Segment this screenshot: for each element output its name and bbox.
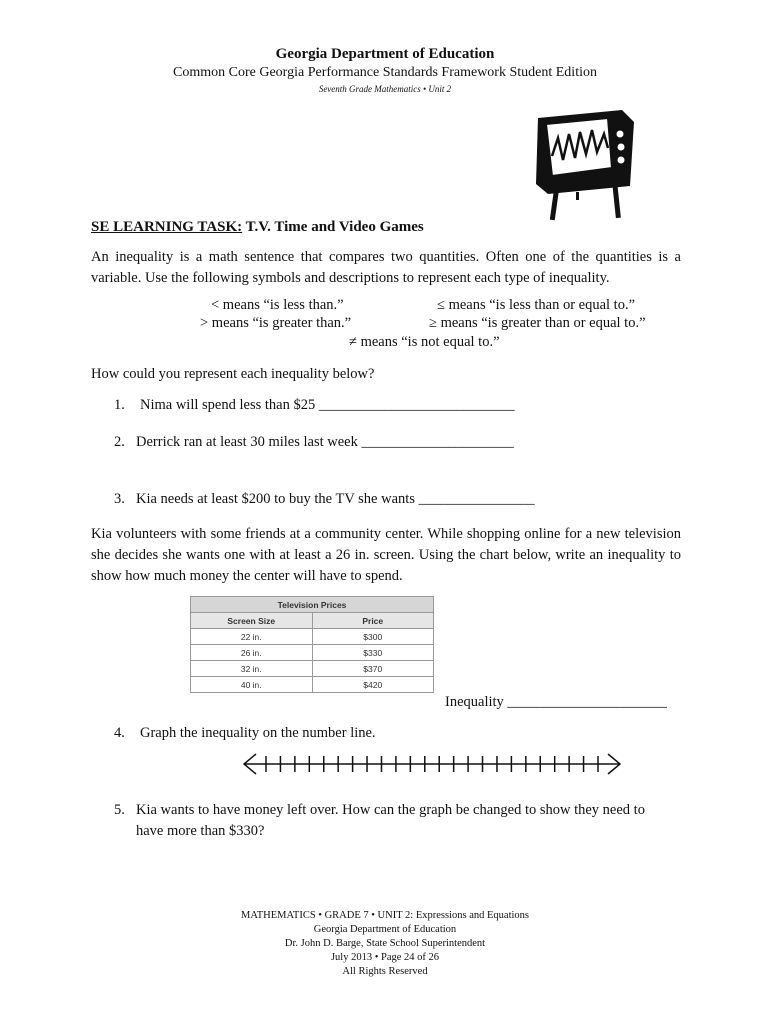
- prompt: How could you represent each inequality below?: [91, 366, 375, 382]
- tv-price-table: [190, 596, 434, 693]
- inequality-answer-line: Inequality ______________________: [445, 694, 667, 710]
- task-name: T.V. Time and Video Games: [242, 219, 424, 235]
- header-framework: Common Core Georgia Performance Standards Framework Student Edition: [173, 65, 597, 80]
- symbol-greater-than: > means “is greater than.”: [200, 315, 352, 331]
- symbol-greater-equal: ≥ means “is greater than or equal to.”: [429, 315, 646, 331]
- table-cell: $300: [312, 629, 434, 645]
- question-1: Nima will spend less than $25 ___________________________: [140, 397, 515, 413]
- number-line-icon: [240, 750, 624, 778]
- task-label: SE LEARNING TASK:: [91, 219, 243, 235]
- question-2: Derrick ran at least 30 miles last week _____________________: [136, 434, 514, 450]
- symbol-not-equal: ≠ means “is not equal to.”: [349, 334, 500, 350]
- table-row: [191, 645, 434, 661]
- footer-rights: All Rights Reserved: [342, 966, 428, 977]
- question-3-number: 3.: [114, 491, 125, 507]
- question-1-number: 1.: [114, 397, 125, 413]
- table-cell: 32 in.: [191, 661, 313, 677]
- table-header-price: Price: [312, 613, 434, 629]
- question-5-line-1: Kia wants to have money left over. How can the graph be changed to show they need to: [136, 802, 645, 818]
- question-4-number: 4.: [114, 725, 125, 741]
- header-unit: Seventh Grade Mathematics • Unit 2: [318, 84, 452, 94]
- footer-superintendent: Dr. John D. Barge, State School Superintendent: [284, 938, 486, 949]
- tv-icon: [530, 104, 640, 224]
- table-row: [191, 677, 434, 693]
- table-cell: $370: [312, 661, 434, 677]
- table-header-size: Screen Size: [191, 613, 313, 629]
- header-org: Georgia Department of Education: [275, 46, 495, 62]
- question-5-line-2: have more than $330?: [136, 823, 265, 839]
- table-cell: 26 in.: [191, 645, 313, 661]
- table-caption: Television Prices: [191, 597, 434, 613]
- table-cell: $420: [312, 677, 434, 693]
- footer: [0, 909, 770, 979]
- table-cell: 22 in.: [191, 629, 313, 645]
- table-row: [191, 661, 434, 677]
- table-cell: 40 in.: [191, 677, 313, 693]
- scenario-paragraph: Kia volunteers with some friends at a community center. While shopping online for a new television she decides she wants one with at least a 26 in. screen. Using the chart below, write an inequality to show how much money the center will have to spend.: [91, 526, 681, 584]
- task-title: [91, 219, 424, 236]
- symbol-less-equal: ≤ means “is less than or equal to.”: [437, 297, 636, 313]
- symbol-less-than: < means “is less than.”: [211, 297, 344, 313]
- intro-paragraph: An inequality is a math sentence that compares two quantities. Often one of the quantities is a variable. Use the following symbols and descriptions to represent each type of inequality.: [91, 249, 681, 286]
- question-4: Graph the inequality on the number line.: [140, 725, 376, 741]
- footer-page: July 2013 • Page 24 of 26: [330, 952, 440, 963]
- question-5-number: 5.: [114, 802, 125, 818]
- question-3: Kia needs at least $200 to buy the TV she wants ________________: [136, 491, 535, 507]
- footer-org: Georgia Department of Education: [313, 924, 457, 935]
- table-row: [191, 629, 434, 645]
- question-2-number: 2.: [114, 434, 125, 450]
- table-cell: $330: [312, 645, 434, 661]
- footer-course: MATHEMATICS • GRADE 7 • UNIT 2: Expressions and Equations: [240, 910, 530, 921]
